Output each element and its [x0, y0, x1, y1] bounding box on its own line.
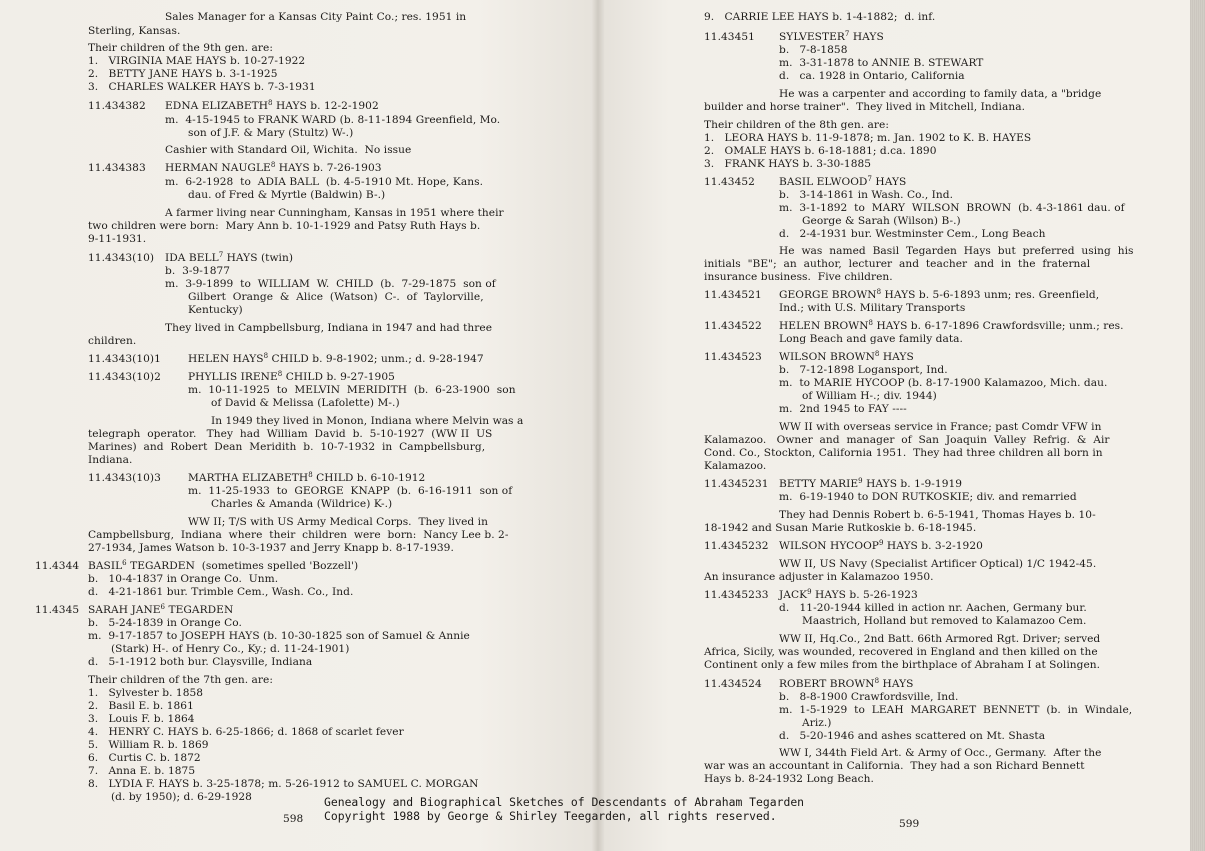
line-text: A farmer living near Cunningham, Kansas in 1951 where their — [165, 207, 504, 219]
text-line — [779, 364, 948, 377]
text-line — [111, 791, 252, 804]
text-line — [88, 335, 136, 348]
line-text: Africa, Sicily, was wounded, recovered in England and then killed on the — [704, 646, 1098, 658]
line-text: b. 8-8-1900 Crawfordsville, Ind. — [779, 691, 959, 703]
text-line — [802, 717, 832, 730]
line-text: BASIL — [88, 560, 123, 572]
text-line — [779, 602, 1087, 615]
text-line — [88, 726, 404, 739]
line-text-continued: HAYS b. 3-2-1920 — [883, 540, 983, 552]
text-line — [88, 739, 209, 752]
line-text: They had Dennis Robert b. 6-5-1941, Thomas Hayes b. 10- — [779, 509, 1096, 521]
line-text: ROBERT BROWN — [779, 678, 875, 690]
line-text: dau. of Fred & Myrtle (Baldwin) B-.) — [188, 189, 386, 201]
text-line — [704, 540, 769, 553]
line-text: Cashier with Standard Oil, Wichita. No issue — [165, 144, 412, 156]
line-text: 11.434521 — [704, 289, 762, 301]
generation-superscript: 9 — [879, 539, 884, 547]
generation-superscript: 8 — [270, 161, 276, 169]
generation-superscript: 9 — [858, 477, 863, 485]
generation-superscript: 7 — [844, 30, 850, 38]
text-line — [779, 509, 1096, 522]
line-text-continued: HAYS b. 7-26-1903 — [275, 162, 382, 174]
text-line — [779, 70, 965, 83]
line-text: children. — [88, 335, 137, 347]
text-line — [165, 176, 483, 189]
line-text-continued: HAYS (twin) — [223, 252, 294, 264]
line-text: 3. Louis F. b. 1864 — [88, 713, 195, 725]
text-line — [704, 289, 762, 302]
text-line — [88, 656, 312, 669]
generation-superscript: 8 — [876, 288, 882, 296]
line-text: d. 2-4-1931 bur. Westminster Cem., Long Beach — [779, 228, 1046, 240]
text-line — [704, 571, 934, 584]
text-line — [88, 604, 233, 617]
line-text-continued: HAYS b. 5-6-1893 unm; res. Greenfield, — [881, 289, 1100, 301]
text-line — [779, 320, 1124, 333]
line-text: m. 4-15-1945 to FRANK WARD (b. 8-11-1894 Greenfield, Mo. — [165, 114, 501, 126]
text-line — [704, 589, 769, 602]
line-text: Ariz.) — [802, 717, 832, 729]
text-line — [779, 245, 1134, 258]
line-text: 11.43451 — [704, 31, 755, 43]
line-text: 2. BETTY JANE HAYS b. 3-1-1925 — [88, 68, 278, 80]
line-text-continued: HAYS — [849, 31, 884, 43]
line-text: m. 1-5-1929 to LEAH MARGARET BENNETT (b. in Windale, — [779, 704, 1133, 716]
line-text: WW II; T/S with US Army Medical Corps. They lived in — [188, 516, 488, 528]
text-line — [779, 421, 1101, 434]
text-line — [704, 447, 1103, 460]
text-line — [704, 101, 1025, 114]
line-text: b. 7-12-1898 Logansport, Ind. — [779, 364, 948, 376]
text-line — [779, 351, 914, 364]
text-line — [88, 630, 470, 643]
line-text: 11.434522 — [704, 320, 762, 332]
text-line — [88, 353, 161, 366]
line-text: 2. OMALE HAYS b. 6-18-1881; d.ca. 1890 — [704, 145, 937, 157]
footer-copyright: Copyright 1988 by George & Shirley Teegarden, all rights reserved. — [324, 809, 777, 823]
line-text: 11.4343(10)3 — [88, 472, 161, 484]
text-line — [779, 302, 965, 315]
text-line — [704, 478, 769, 491]
text-line — [779, 633, 1100, 646]
text-line — [88, 233, 146, 246]
text-line — [779, 57, 983, 70]
text-line — [188, 304, 243, 317]
text-line — [88, 778, 478, 791]
line-text-continued: CHILD b. 6-10-1912 — [312, 472, 426, 484]
text-line — [704, 132, 1031, 145]
text-line — [704, 258, 1090, 271]
left-page — [0, 0, 596, 851]
text-line — [211, 415, 523, 428]
text-line — [704, 773, 874, 786]
generation-superscript: 8 — [308, 471, 313, 479]
text-line — [88, 25, 180, 38]
line-text: 9-11-1931. — [88, 233, 147, 245]
text-line — [779, 176, 906, 189]
text-line — [704, 11, 935, 24]
line-text: They lived in Campbellsburg, Indiana in 1947 and had three — [165, 322, 493, 334]
line-text: d. 4-21-1861 bur. Trimble Cem., Wash. Co., Ind. — [88, 586, 354, 598]
line-text: GEORGE BROWN — [779, 289, 877, 301]
line-text: 11.434523 — [704, 351, 762, 363]
line-text: Sterling, Kansas. — [88, 25, 181, 37]
generation-superscript: 6 — [160, 603, 166, 611]
line-text: d. 11-20-1944 killed in action nr. Aachen, Germany bur. — [779, 602, 1087, 614]
text-line — [779, 228, 1045, 241]
text-line — [802, 390, 937, 403]
text-line — [88, 674, 273, 687]
generation-superscript: 7 — [867, 175, 872, 183]
text-line — [779, 289, 1099, 302]
text-line — [165, 278, 496, 291]
line-text-continued: TEGARDEN (sometimes spelled 'Bozzell') — [126, 560, 359, 572]
text-line — [88, 687, 203, 700]
line-text: BETTY MARIE — [779, 478, 859, 490]
text-line — [704, 31, 755, 44]
line-text-continued: HAYS — [872, 176, 907, 188]
line-text: WW II, US Navy (Specialist Artificer Optical) 1/C 1942-45. — [779, 558, 1097, 570]
text-line — [779, 202, 1125, 215]
text-line — [88, 472, 161, 485]
line-text: d. 5-20-1946 and ashes scattered on Mt. Shasta — [779, 730, 1046, 742]
line-text: telegraph operator. They had William David b. 5-10-1927 (WW II US — [88, 428, 493, 440]
line-text: EDNA ELIZABETH — [165, 100, 269, 112]
text-line — [779, 491, 1077, 504]
text-line — [35, 604, 79, 617]
text-line — [779, 691, 958, 704]
line-text-continued: HAYS — [879, 678, 914, 690]
text-line — [88, 529, 508, 542]
line-text: 11.4344 — [35, 560, 80, 572]
text-line — [779, 704, 1132, 717]
line-text: m. 3-1-1892 to MARY WILSON BROWN (b. 4-3-1861 dau. of — [779, 202, 1125, 214]
line-text: m. 2nd 1945 to FAY ---- — [779, 403, 907, 415]
line-text: 11.43452 — [704, 176, 755, 188]
line-text: m. 10-11-1925 to MELVIN MERIDITH (b. 6-23-1900 son — [188, 384, 516, 396]
text-line — [188, 485, 512, 498]
footer-title: Genealogy and Biographical Sketches of Descendants of Abraham Tegarden — [324, 795, 805, 809]
line-text: HELEN HAYS — [188, 353, 264, 365]
text-line — [88, 42, 273, 55]
line-text: HERMAN NAUGLE — [165, 162, 271, 174]
text-line — [111, 643, 349, 656]
text-line — [88, 428, 492, 441]
text-line — [188, 384, 516, 397]
text-line — [779, 589, 918, 602]
line-text: Sales Manager for a Kansas City Paint Co.; res. 1951 in — [165, 11, 467, 23]
text-line — [88, 371, 161, 384]
line-text: SARAH JANE — [88, 604, 161, 616]
line-text: He was a carpenter and according to family data, a "bridge — [779, 88, 1102, 100]
book-gutter — [592, 0, 604, 851]
text-line — [704, 119, 889, 132]
line-text: of David & Melissa (Lafolette) M-.) — [211, 397, 400, 409]
line-text: Charles & Amanda (Wildrice) K-.) — [211, 498, 393, 510]
line-text: m. 3-31-1878 to ANNIE B. STEWART — [779, 57, 984, 69]
line-text: MARTHA ELIZABETH — [188, 472, 309, 484]
generation-superscript: 8 — [277, 370, 283, 378]
text-line — [188, 516, 488, 529]
text-line — [704, 760, 1085, 773]
text-line — [704, 271, 893, 284]
text-line — [188, 353, 484, 366]
text-line — [35, 560, 79, 573]
line-text: b. 10-4-1837 in Orange Co. Unm. — [88, 573, 279, 585]
line-text: 1. LEORA HAYS b. 11-9-1878; m. Jan. 1902 to K. B. HAYES — [704, 132, 1032, 144]
text-line — [165, 322, 492, 335]
line-text: Gilbert Orange & Alice (Watson) C-. of Taylorville, — [188, 291, 484, 303]
text-line — [802, 615, 1086, 628]
line-text: b. 5-24-1839 in Orange Co. — [88, 617, 242, 629]
text-line — [165, 114, 500, 127]
text-line — [165, 144, 411, 157]
text-line — [704, 351, 762, 364]
line-text: Kalamazoo. Owner and manager of San Joaquin Valley Refrig. & Air — [704, 434, 1110, 446]
line-text: Kalamazoo. — [704, 460, 767, 472]
line-text: 1. VIRGINIA MAE HAYS b. 10-27-1922 — [88, 55, 306, 67]
text-line — [211, 397, 400, 410]
text-line — [779, 189, 953, 202]
line-text: HELEN BROWN — [779, 320, 869, 332]
line-text: 11.434524 — [704, 678, 762, 690]
line-text: SYLVESTER — [779, 31, 845, 43]
line-text: m. 6-2-1928 to ADIA BALL (b. 4-5-1910 Mt. Hope, Kans. — [165, 176, 484, 188]
line-text: 5. William R. b. 1869 — [88, 739, 209, 751]
line-text: 11.4343(10)1 — [88, 353, 161, 365]
line-text: 7. Anna E. b. 1875 — [88, 765, 196, 777]
text-line — [779, 478, 962, 491]
text-line — [88, 765, 195, 778]
line-text-continued: TEGARDEN — [165, 604, 234, 616]
text-line — [211, 498, 392, 511]
line-text: 27-1934, James Watson b. 10-3-1937 and Jerry Knapp b. 8-17-1939. — [88, 542, 454, 554]
line-text: 4. HENRY C. HAYS b. 6-25-1866; d. 1868 of scarlet fever — [88, 726, 404, 738]
text-line — [704, 678, 762, 691]
line-text: Ind.; with U.S. Military Transports — [779, 302, 966, 314]
generation-superscript: 8 — [874, 350, 880, 358]
generation-superscript: 8 — [268, 99, 273, 107]
text-line — [88, 713, 195, 726]
generation-superscript: 8 — [874, 677, 880, 685]
line-text: (d. by 1950); d. 6-29-1928 — [111, 791, 252, 803]
text-line — [704, 659, 1100, 672]
text-line — [779, 403, 907, 416]
text-line — [188, 127, 353, 140]
text-line — [165, 265, 230, 278]
text-line — [88, 55, 305, 68]
line-text: 11.434383 — [88, 162, 146, 174]
text-line — [704, 646, 1098, 659]
line-text: 11.4345232 — [704, 540, 769, 552]
line-text: m. 11-25-1933 to GEORGE KNAPP (b. 6-16-1911 son of — [188, 485, 513, 497]
text-line — [88, 586, 353, 599]
text-line — [88, 81, 316, 94]
generation-superscript: 8 — [868, 319, 874, 327]
page-number-right: 599 — [899, 818, 920, 830]
text-line — [779, 333, 963, 346]
line-text-continued: CHILD b. 9-27-1905 — [282, 371, 395, 383]
line-text: builder and horse trainer". They lived in Mitchell, Indiana. — [704, 101, 1025, 113]
line-text: 2. Basil E. b. 1861 — [88, 700, 194, 712]
line-text: war was an accountant in California. They had a son Richard Bennett — [704, 760, 1085, 772]
text-line — [188, 472, 425, 485]
page-number-left: 598 — [283, 813, 304, 825]
text-line — [88, 617, 242, 630]
text-line — [779, 730, 1045, 743]
text-line — [88, 162, 146, 175]
text-line — [704, 434, 1110, 447]
line-text: b. 7-8-1858 — [779, 44, 848, 56]
line-text: Maastrich, Holland but removed to Kalamazoo Cem. — [802, 615, 1087, 627]
text-line — [779, 558, 1096, 571]
text-line — [779, 540, 983, 553]
text-line — [704, 460, 766, 473]
text-line — [779, 747, 1101, 760]
line-text: WW II with overseas service in France; past Comdr VFW in — [779, 421, 1102, 433]
line-text: 6. Curtis C. b. 1872 — [88, 752, 201, 764]
line-text: 8. LYDIA F. HAYS b. 3-25-1878; m. 5-26-1912 to SAMUEL C. MORGAN — [88, 778, 479, 790]
line-text: George & Sarah (Wilson) B-.) — [802, 215, 961, 227]
line-text: BASIL ELWOOD — [779, 176, 868, 188]
line-text: 11.4343(10) — [88, 252, 155, 264]
line-text: d. 5-1-1912 both bur. Claysville, Indiana — [88, 656, 313, 668]
line-text: Marines) and Robert Dean Meridith b. 10-7-1932 in Campbellsburg, — [88, 441, 486, 453]
text-line — [779, 88, 1101, 101]
line-text: Their children of the 7th gen. are: — [88, 674, 273, 686]
line-text-continued: CHILD b. 9-8-1902; unm.; d. 9-28-1947 — [268, 353, 484, 365]
text-line — [802, 215, 961, 228]
text-line — [88, 441, 485, 454]
text-line — [704, 145, 937, 158]
line-text: (Stark) H-. of Henry Co., Ky.; d. 11-24-1901) — [111, 643, 350, 655]
text-line — [188, 291, 484, 304]
line-text-continued: HAYS b. 1-9-1919 — [862, 478, 963, 490]
line-text: 11.4345233 — [704, 589, 769, 601]
line-text-continued: HAYS b. 5-26-1923 — [811, 589, 918, 601]
line-text: An insurance adjuster in Kalamazoo 1950. — [704, 571, 934, 583]
line-text: WILSON BROWN — [779, 351, 875, 363]
line-text: b. 3-14-1861 in Wash. Co., Ind. — [779, 189, 954, 201]
text-line — [704, 158, 871, 171]
line-text: insurance business. Five children. — [704, 271, 893, 283]
line-text: IDA BELL — [165, 252, 219, 264]
text-line — [88, 700, 194, 713]
text-line — [188, 189, 385, 202]
generation-superscript: 6 — [122, 559, 127, 567]
text-line — [165, 11, 466, 24]
text-line — [165, 207, 504, 220]
line-text: of William H-.; div. 1944) — [802, 390, 937, 402]
page-edges — [1190, 0, 1205, 851]
line-text: 11.4343(10)2 — [88, 371, 161, 383]
line-text: WILSON HYCOOP — [779, 540, 879, 552]
text-line — [165, 252, 293, 265]
line-text: 11.434382 — [88, 100, 146, 112]
line-text: b. 3-9-1877 — [165, 265, 231, 277]
line-text: 1. Sylvester b. 1858 — [88, 687, 204, 699]
line-text: 3. CHARLES WALKER HAYS b. 7-3-1931 — [88, 81, 316, 93]
line-text: Campbellsburg, Indiana where their children were born: Nancy Lee b. 2- — [88, 529, 509, 541]
line-text: d. ca. 1928 in Ontario, California — [779, 70, 965, 82]
text-line — [779, 44, 848, 57]
line-text: 18-1942 and Susan Marie Rutkoskie b. 6-18-1945. — [704, 522, 977, 534]
generation-superscript: 9 — [807, 588, 812, 596]
line-text: Cond. Co., Stockton, California 1951. They had three children all born in — [704, 447, 1103, 459]
right-page — [598, 0, 1190, 851]
line-text: JACK — [779, 589, 808, 601]
line-text: In 1949 they lived in Monon, Indiana where Melvin was a — [211, 415, 524, 427]
line-text: Continent only a few miles from the birthplace of Abraham I at Solingen. — [704, 659, 1101, 671]
text-line — [165, 162, 382, 175]
text-line — [704, 522, 976, 535]
text-line — [88, 752, 201, 765]
line-text: Kentucky) — [188, 304, 243, 316]
line-text: Their children of the 8th gen. are: — [704, 119, 889, 131]
line-text: Long Beach and gave family data. — [779, 333, 963, 345]
line-text: m. 6-19-1940 to DON RUTKOSKIE; div. and remarried — [779, 491, 1077, 503]
generation-superscript: 8 — [263, 352, 269, 360]
text-line — [88, 100, 146, 113]
line-text: initials "BE"; an author, lecturer and teacher and in the fraternal — [704, 258, 1091, 270]
text-line — [188, 371, 395, 384]
text-line — [88, 252, 154, 265]
line-text: Indiana. — [88, 454, 133, 466]
text-line — [779, 678, 913, 691]
line-text-continued: HAYS — [879, 351, 914, 363]
line-text: WW I, 344th Field Art. & Army of Occ., Germany. After the — [779, 747, 1102, 759]
text-line — [88, 220, 480, 233]
text-line — [165, 100, 379, 113]
text-line — [88, 573, 278, 586]
text-line — [704, 320, 762, 333]
line-text: Hays b. 8-24-1932 Long Beach. — [704, 773, 874, 785]
generation-superscript: 7 — [218, 251, 224, 259]
line-text: Their children of the 9th gen. are: — [88, 42, 273, 54]
line-text: m. 3-9-1899 to WILLIAM W. CHILD (b. 7-29-1875 son of — [165, 278, 496, 290]
text-line — [88, 68, 277, 81]
line-text: 3. FRANK HAYS b. 3-30-1885 — [704, 158, 872, 170]
line-text: m. 9-17-1857 to JOSEPH HAYS (b. 10-30-1825 son of Samuel & Annie — [88, 630, 470, 642]
line-text: PHYLLIS IRENE — [188, 371, 278, 383]
line-text: 11.4345231 — [704, 478, 769, 490]
text-line — [88, 542, 454, 555]
line-text: 11.4345 — [35, 604, 80, 616]
text-line — [88, 560, 358, 573]
line-text: two children were born: Mary Ann b. 10-1-1929 and Patsy Ruth Hays b. — [88, 220, 481, 232]
line-text: WW II, Hq.Co., 2nd Batt. 66th Armored Rgt. Driver; served — [779, 633, 1101, 645]
line-text: He was named Basil Tegarden Hays but preferred using his — [779, 245, 1134, 257]
line-text: son of J.F. & Mary (Stultz) W-.) — [188, 127, 354, 139]
text-line — [779, 31, 884, 44]
line-text: 9. CARRIE LEE HAYS b. 1-4-1882; d. inf. — [704, 11, 936, 23]
line-text-continued: HAYS b. 6-17-1896 Crawfordsville; unm.; res. — [873, 320, 1124, 332]
text-line — [779, 377, 1107, 390]
line-text-continued: HAYS b. 12-2-1902 — [272, 100, 379, 112]
line-text: m. to MARIE HYCOOP (b. 8-17-1900 Kalamazoo, Mich. dau. — [779, 377, 1108, 389]
text-line — [704, 176, 755, 189]
text-line — [88, 454, 132, 467]
